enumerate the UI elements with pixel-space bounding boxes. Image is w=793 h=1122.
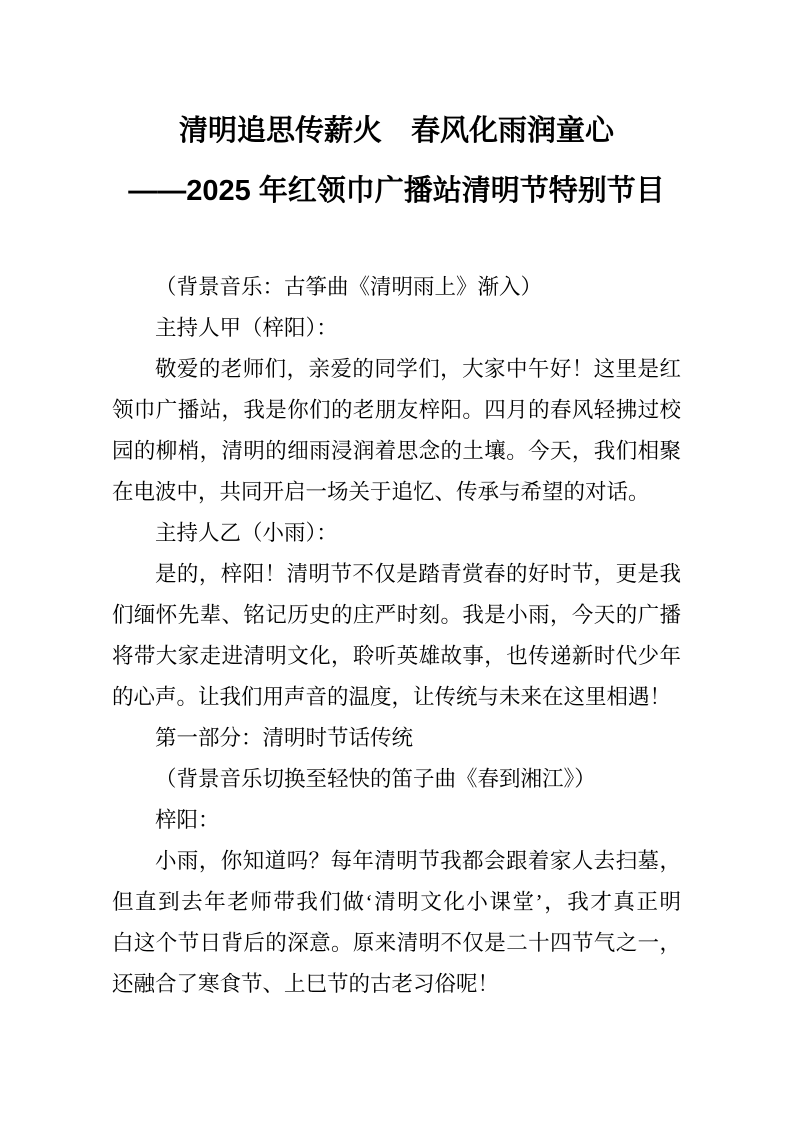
text-line: 敬爱的老师们，亲爱的同学们，大家中午好！这里是红: [155, 357, 681, 381]
text-line: 在电波中，共同开启一场关于追忆、传承与希望的对话。: [112, 480, 650, 504]
text-line: 园的柳梢，清明的细雨浸润着思念的土壤。今天，我们相聚: [112, 439, 681, 463]
text-line: 是的，梓阳！清明节不仅是踏青赏春的好时节，更是我: [155, 562, 681, 586]
document-title: [112, 0, 681, 221]
text-line: 将带大家走进清明文化，聆听英雄故事，也传递新时代少年: [112, 644, 681, 668]
text-line: 第一部分：清明时节话传统: [155, 726, 414, 750]
text-line: （背景音乐：古筝曲《清明雨上》渐入）: [155, 275, 543, 299]
text-line: 还融合了寒食节、上巳节的古老习俗呢！: [112, 972, 500, 996]
title-line-1: 清明追思传薪火 春风化雨润童心: [178, 115, 614, 147]
document-body: [112, 267, 681, 1005]
text-line: 们缅怀先辈、铭记历史的庄严时刻。我是小雨，今天的广播: [112, 603, 681, 627]
text-line: 但直到去年老师带我们做‘清明文化小课堂’，我才真正明: [112, 890, 681, 914]
text-line: 主持人甲（梓阳）：: [155, 316, 338, 340]
text-line: 小雨，你知道吗？每年清明节我都会跟着家人去扫墓，: [155, 849, 681, 873]
text-line: 领巾广播站，我是你们的老朋友梓阳。四月的春风轻拂过校: [112, 398, 681, 422]
text-line: 白这个节日背后的深意。原来清明不仅是二十四节气之一，: [112, 931, 681, 955]
text-line: 梓阳：: [155, 808, 220, 832]
title-line-2: ——2025 年红领巾广播站清明节特别节目: [128, 175, 665, 207]
text-line: 主持人乙（小雨）：: [155, 521, 338, 545]
text-line: （背景音乐切换至轻快的笛子曲《春到湘江》）: [155, 767, 596, 791]
text-line: 的心声。让我们用声音的温度，让传统与未来在这里相遇！: [112, 685, 672, 709]
